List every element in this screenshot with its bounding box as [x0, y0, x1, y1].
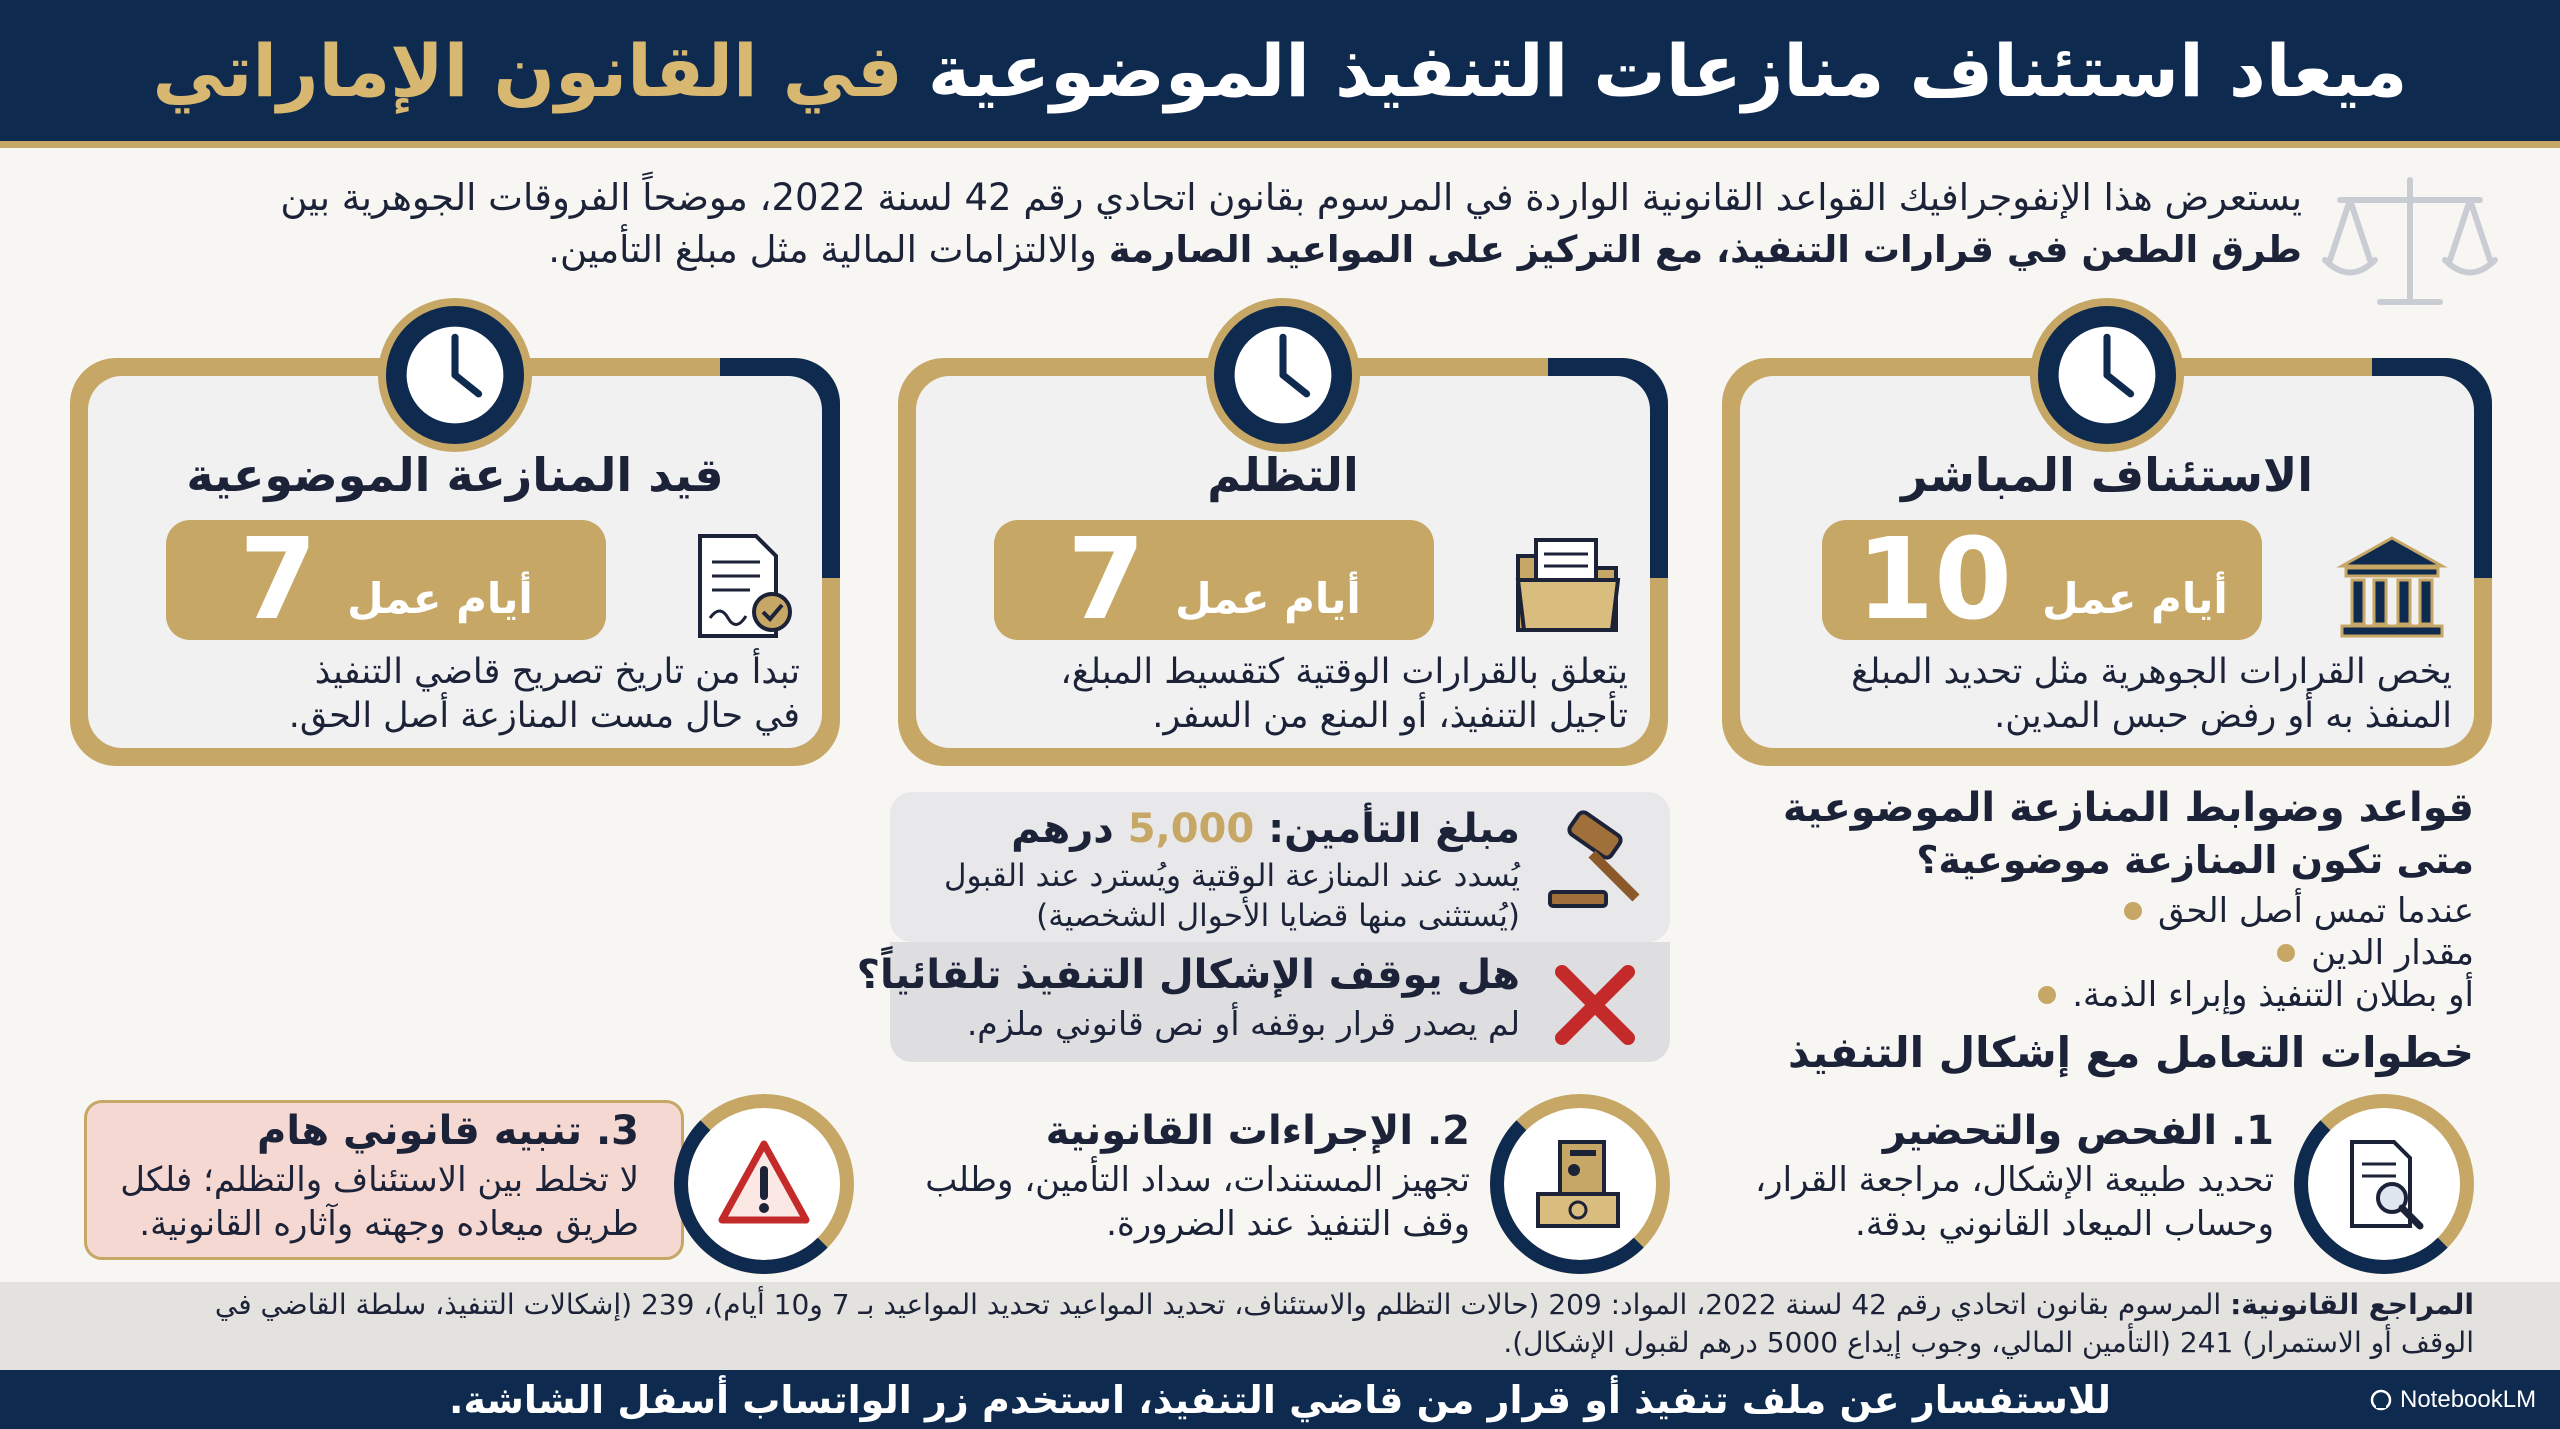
references-text: المراجع القانونية: المرسوم بقانون اتحادي رقم 42 لسنة 2022، المواد: 209 (حالات التظلم والاستئناف، تحديد المواعيد تحديد المواعيد بـ 7 و10 أيام)، 239 (إشكالات التنفيذ، سلطة القاضي في الوقف أو الاستمرار) 241 (التأمين المالي، وجوب إيداع 5000 درهم لقبول الإشكال).: [214, 1288, 2474, 1359]
clock-icon: [2030, 298, 2184, 452]
auto-stop-title: هل يوقف الإشكال التنفيذ تلقائياً؟: [856, 952, 1520, 998]
clock-icon: [1206, 298, 1360, 452]
step-description: تحديد طبيعة الإشكال، مراجعة القرار، وحساب الميعاد القانوني بدقة.: [1755, 1160, 2274, 1244]
brand-name: NotebookLM: [2400, 1386, 2537, 1413]
rules-list: [1734, 890, 2474, 1016]
step-1: [1694, 1094, 2474, 1274]
duration-pill: [1822, 515, 2262, 645]
card-title: قيد المنازعة الموضوعية: [186, 448, 724, 502]
intro-text: [152, 172, 2302, 276]
card-grievance: [898, 358, 1668, 766]
duration-pill: [166, 515, 606, 645]
duration-number: 7: [1067, 515, 1146, 645]
gavel-icon: [1540, 810, 1650, 920]
bullet-dot: [2277, 944, 2295, 962]
clock-icon: [378, 298, 532, 452]
duration-number: 7: [239, 515, 318, 645]
page-title: [153, 29, 2408, 113]
bullet-dot: [2124, 902, 2142, 920]
step-description: لا تخلط بين الاستئناف والتظلم؛ فلكل طريق ميعاده وجهته وآثاره القانونية.: [120, 1160, 639, 1244]
auto-stop-box: [856, 942, 1670, 1062]
insurance-line-2: (يُستثنى منها قضايا الأحوال الشخصية): [1036, 898, 1520, 934]
references-label: المراجع القانونية:: [2230, 1288, 2474, 1321]
rules-question: متى تكون المنازعة موضوعية؟: [1916, 838, 2474, 882]
folder-icon: [1508, 526, 1628, 646]
list-item: عندما تمس أصل الحق: [1734, 890, 2474, 932]
intro-rest: والالتزامات المالية مثل مبلغ التأمين.: [548, 228, 1109, 271]
rules-section: [1734, 782, 2474, 1016]
card-title: التظلم: [1207, 448, 1359, 502]
step-description: تجهيز المستندات، سداد التأمين، وطلب وقف التنفيذ عند الضرورة.: [925, 1160, 1470, 1244]
rules-title: قواعد وضوابط المنازعة الموضوعية: [1782, 785, 2474, 831]
title-main: ميعاد استئناف منازعات التنفيذ الموضوعية: [927, 28, 2408, 113]
step-2: [890, 1094, 1670, 1274]
intro-line-1: يستعرض هذا الإنفوجرافيك القواعد القانونية الواردة في المرسوم بقانون اتحادي رقم 42 لسنة 2022، موضحاً الفروقات الجوهرية بين: [280, 176, 2302, 219]
page-header: [0, 0, 2560, 148]
auto-stop-answer: لم يصدر قرار بوقفه أو نص قانوني ملزم.: [966, 1004, 1520, 1043]
duration-unit: أيام عمل: [347, 573, 533, 623]
list-item: مقدار الدين: [1734, 932, 2474, 974]
footer-text: للاستفسار عن ملف تنفيذ أو قرار من قاضي التنفيذ، استخدم زر الواتساب أسفل الشاشة.: [449, 1377, 2111, 1422]
card-description: يتعلق بالقرارات الوقتية كتقسيط المبلغ، تأجيل التنفيذ، أو المنع من السفر.: [1060, 652, 1628, 736]
footer-bar: [0, 1370, 2560, 1429]
intro-bold: طرق الطعن في قرارات التنفيذ، مع التركيز على المواعيد الصارمة: [1108, 228, 2302, 271]
courthouse-icon: [2332, 526, 2452, 646]
card-title: الاستئناف المباشر: [1900, 448, 2314, 502]
list-item: أو بطلان التنفيذ وإبراء الذمة.: [1734, 974, 2474, 1016]
title-highlight: في القانون الإماراتي: [152, 28, 903, 113]
card-description: يخص القرارات الجوهرية مثل تحديد المبلغ المنفذ به أو رفض حبس المدين.: [1851, 652, 2452, 736]
duration-unit: أيام عمل: [1175, 573, 1361, 623]
steps-title: خطوات التعامل مع إشكال التنفيذ: [1787, 1028, 2474, 1077]
duration-unit: أيام عمل: [2042, 573, 2228, 623]
brand-logo: [2370, 1386, 2536, 1414]
intro-line-2: [152, 224, 2302, 276]
duration-pill: [994, 515, 1434, 645]
step-3: [84, 1094, 854, 1274]
bullet-dot: [2038, 986, 2056, 1004]
references-bar: [0, 1282, 2560, 1370]
insurance-amount: 5,000: [1127, 806, 1255, 852]
card-direct-appeal: [1722, 358, 2492, 766]
notebooklm-icon: [2370, 1389, 2392, 1411]
signed-document-icon: [680, 526, 800, 646]
duration-number: 10: [1856, 515, 2013, 645]
step-title: 1. الفحص والتحضير: [1882, 1108, 2274, 1154]
card-description: تبدأ من تاريخ تصريح قاضي التنفيذ في حال مست المنازعة أصل الحق.: [288, 652, 800, 736]
step-title: 2. الإجراءات القانونية: [1045, 1108, 1470, 1154]
insurance-line-1: يُسدد عند المنازعة الوقتية ويُسترد عند القبول: [944, 858, 1520, 894]
insurance-box: [890, 792, 1670, 942]
red-x-icon: [1540, 950, 1650, 1060]
scales-of-justice-icon: [2320, 170, 2500, 320]
card-substantive-dispute: [70, 358, 840, 766]
step-title: 3. تنبيه قانوني هام: [257, 1108, 639, 1154]
insurance-title: مبلغ التأمين: 5,000 درهم: [1011, 806, 1520, 852]
